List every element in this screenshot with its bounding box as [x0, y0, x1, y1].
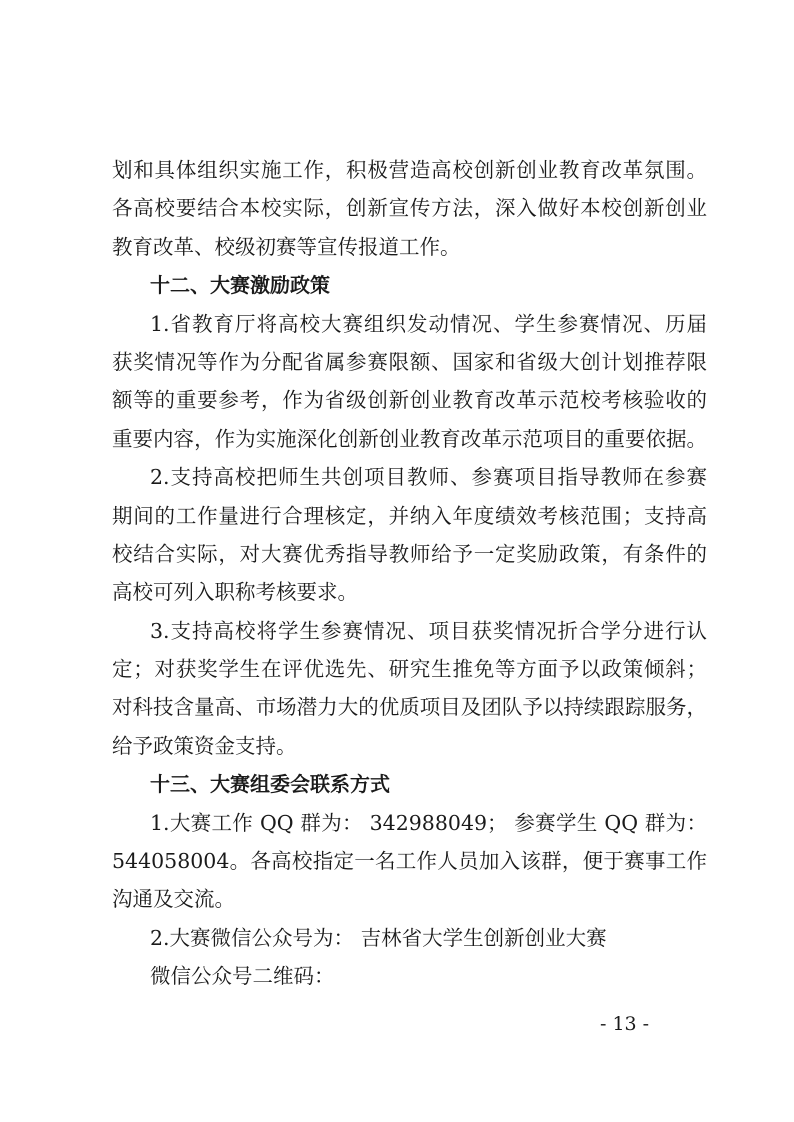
body-line: 教育改革、校级初赛等宣传报道工作。	[112, 234, 461, 259]
body-line: 2.大赛微信公众号为： 吉林省大学生创新创业大赛	[150, 925, 607, 950]
section-heading-13: 十三、大赛组委会联系方式	[150, 772, 390, 797]
body-line: 微信公众号二维码：	[150, 964, 335, 989]
body-line: 获奖情况等作为分配省属参赛限额、国家和省级大创计划推荐限	[112, 349, 707, 374]
body-line: 划和具体组织实施工作，积极营造高校创新创业教育改革氛围。	[112, 158, 707, 182]
body-line: 给予政策资金支持。	[112, 733, 297, 758]
page-number: - 13 -	[600, 1013, 650, 1035]
body-line: 2.支持高校把师生共创项目教师、参赛项目指导教师在参赛	[150, 465, 707, 490]
body-line: 重要内容，作为实施深化创新创业教育改革示范项目的重要依据。	[112, 426, 707, 451]
body-line: 校结合实际，对大赛优秀指导教师给予一定奖励政策，有条件的	[112, 541, 707, 566]
body-line: 高校可列入职称考核要求。	[112, 580, 358, 605]
body-line: 1.大赛工作 QQ 群为： 342988049； 参赛学生 QQ 群为：	[150, 810, 707, 835]
section-heading-12: 十二、大赛激励政策	[150, 273, 330, 298]
body-line: 期间的工作量进行合理核定，并纳入年度绩效考核范围；支持高	[112, 503, 707, 528]
body-line: 对科技含量高、市场潜力大的优质项目及团队予以持续跟踪服务，	[112, 695, 707, 720]
body-line: 1.省教育厅将高校大赛组织发动情况、学生参赛情况、历届	[150, 311, 707, 336]
body-line: 额等的重要参考，作为省级创新创业教育改革示范校考核验收的	[112, 388, 707, 413]
body-line: 各高校要结合本校实际，创新宣传方法，深入做好本校创新创业	[112, 196, 707, 221]
body-line: 544058004。各高校指定一名工作人员加入该群，便于赛事工作	[112, 849, 707, 874]
body-line: 3.支持高校将学生参赛情况、项目获奖情况折合学分进行认	[150, 618, 707, 643]
document-body	[112, 151, 707, 996]
body-line: 定；对获奖学生在评优选先、研究生推免等方面予以政策倾斜；	[112, 657, 707, 682]
body-line: 沟通及交流。	[112, 887, 235, 912]
